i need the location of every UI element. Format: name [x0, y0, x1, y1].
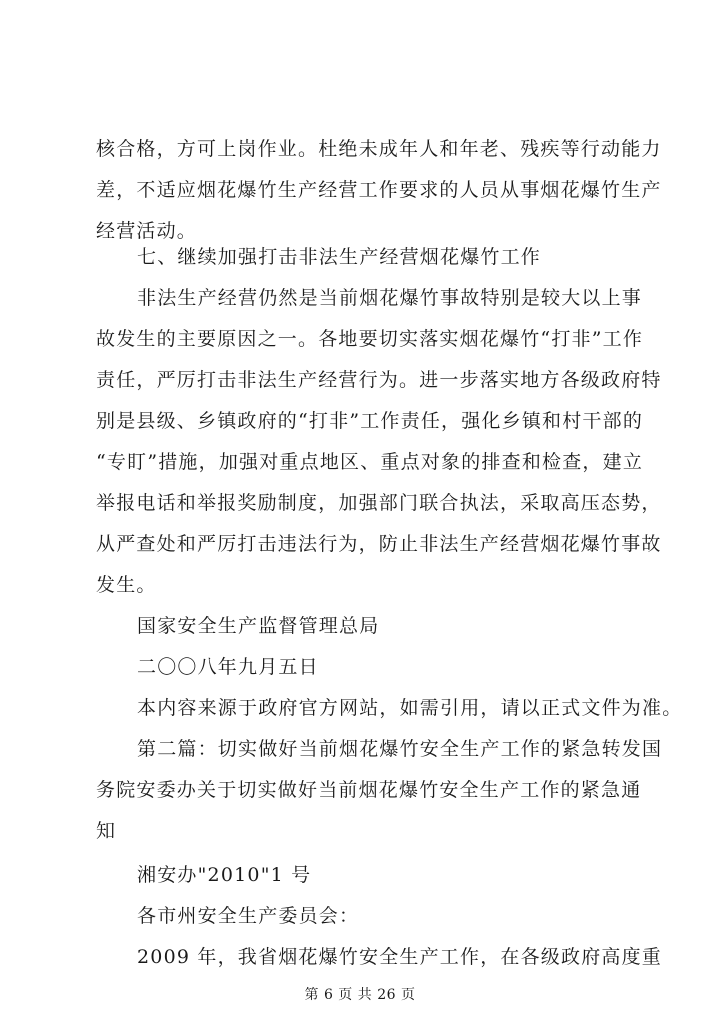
section-heading: 七、继续加强打击非法生产经营烟花爆竹工作 [137, 246, 542, 268]
document-number: 湘安办"2010"1 号 [137, 864, 312, 886]
chapter-heading: 第二篇：切实做好当前烟花爆竹安全生产工作的紧急转发国 [137, 738, 663, 760]
issue-date: 二〇〇八年九月五日 [137, 656, 319, 678]
body-line: 务院安委办关于切实做好当前烟花爆竹安全生产工作的紧急通 [96, 779, 642, 801]
body-line: 故发生的主要原因之一。各地要切实落实烟花爆竹“打非”工作 [96, 328, 644, 350]
body-line: 从严查处和严厉打击违法行为，防止非法生产经营烟花爆竹事故 [96, 533, 662, 555]
recipient-line: 各市州安全生产委员会： [137, 905, 360, 927]
body-line: 知 [96, 820, 117, 842]
body-line: 举报电话和举报奖励制度，加强部门联合执法，采取高压态势， [96, 492, 662, 514]
body-line: “专盯”措施，加强对重点地区、重点对象的排查和检查，建立 [96, 451, 644, 473]
body-line: 差，不适应烟花爆竹生产经营工作要求的人员从事烟花爆竹生产 [96, 179, 662, 201]
page-number-footer: 第 6 页 共 26 页 [304, 987, 416, 1003]
body-line: 经营活动。 [96, 220, 198, 242]
body-line: 责任，严厉打击非法生产经营行为。进一步落实地方各级政府特 [96, 369, 662, 391]
body-line: 2009 年，我省烟花爆竹安全生产工作，在各级政府高度重 [137, 946, 662, 968]
body-line: 核合格，方可上岗作业。杜绝未成年人和年老、残疾等行动能力 [96, 138, 662, 160]
body-line: 发生。 [96, 574, 157, 596]
source-note: 本内容来源于政府官方网站，如需引用，请以正式文件为准。 [137, 697, 683, 719]
body-line: 非法生产经营仍然是当前烟花爆竹事故特别是较大以上事 [137, 287, 643, 309]
body-line: 别是县级、乡镇政府的“打非”工作责任，强化乡镇和村干部的 [96, 410, 644, 432]
issuer-name: 国家安全生产监督管理总局 [137, 615, 380, 637]
